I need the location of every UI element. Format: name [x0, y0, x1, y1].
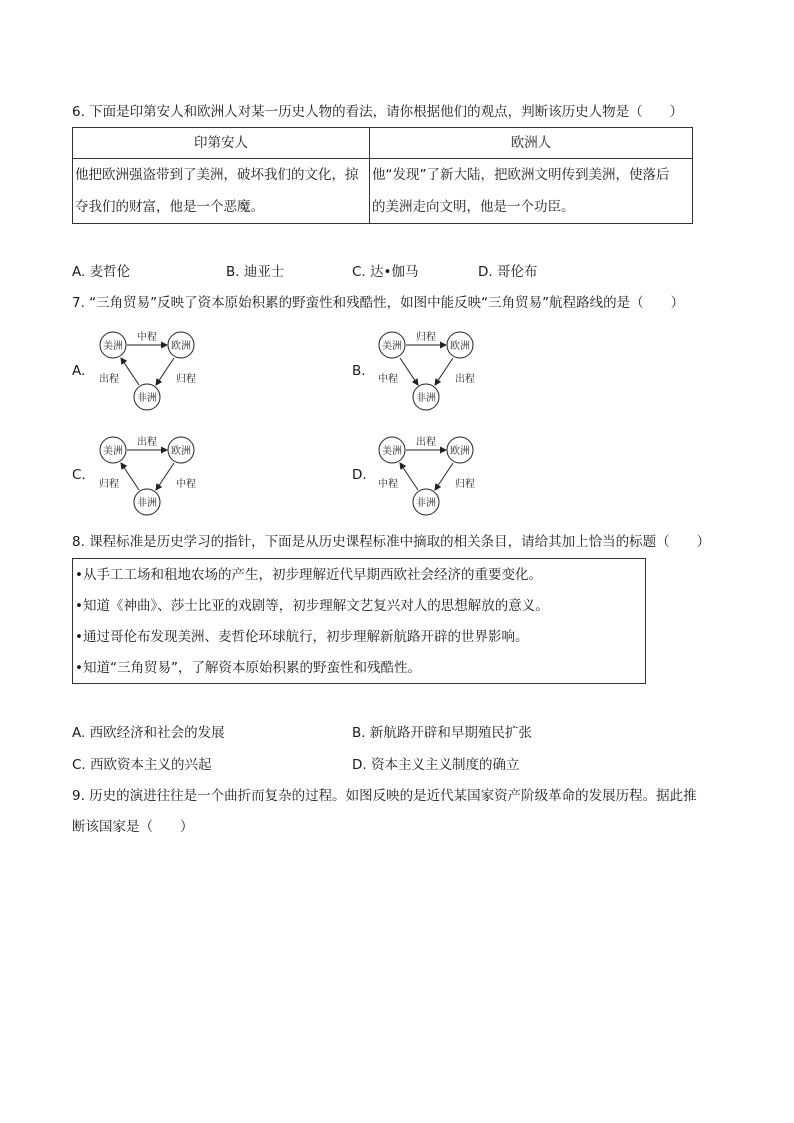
- label-right: 归程: [455, 479, 475, 490]
- q6-european-line-2: 的美洲走向文明，他是一个功臣。: [372, 199, 575, 215]
- node-america: [100, 332, 126, 358]
- q6-indian-line-2: 夺我们的财富，他是一个恶魔。: [75, 199, 264, 215]
- q6-table: [72, 127, 693, 224]
- q6-cell-indian: [73, 159, 370, 224]
- q6-option-c[interactable]: C. 达•伽马: [352, 264, 419, 280]
- arrow-america-to-africa: [400, 358, 418, 385]
- q8-standards-box: [72, 558, 646, 684]
- node-africa: [413, 384, 439, 410]
- arrow-africa-to-america: [400, 463, 418, 490]
- label-top: 出程: [137, 437, 157, 448]
- svg-text:欧洲: 欧洲: [450, 341, 470, 352]
- q6-cell-european: [370, 159, 693, 224]
- svg-text:美洲: 美洲: [103, 446, 123, 457]
- q8-item-3: •通过哥伦布发现美洲、麦哲伦环球航行，初步理解新航路开辟的世界影响。: [75, 629, 529, 645]
- q8-item-2: •知道《神曲》、莎士比亚的戏剧等，初步理解文艺复兴对人的思想解放的意义。: [75, 598, 549, 614]
- arrow-europe-to-africa: [435, 358, 453, 385]
- q6-european-line-1: 他“发现”了新大陆，把欧洲文明传到美洲，使落后: [372, 167, 670, 183]
- arrow-europe-to-africa: [156, 463, 174, 490]
- svg-text:非洲: 非洲: [137, 498, 157, 509]
- q8-item-1: •从手工工场和租地农场的产生，初步理解近代早期西欧社会经济的重要变化。: [75, 567, 542, 583]
- q7-option-a-letter[interactable]: A.: [72, 363, 86, 379]
- q8-option-d[interactable]: D. 资本主义主义制度的确立: [352, 757, 520, 773]
- node-africa: [134, 384, 160, 410]
- q6-header-european: 欧洲人: [370, 128, 693, 159]
- q9-stem-line-1: 9. 历史的演进往往是一个曲折而复杂的过程。如图反映的是近代某国家资产阶级革命的发展历程。据此推: [72, 788, 697, 804]
- svg-text:美洲: 美洲: [382, 446, 402, 457]
- svg-text:非洲: 非洲: [416, 393, 436, 404]
- node-europe: [447, 332, 473, 358]
- q7-diagram-b[interactable]: [369, 325, 499, 415]
- q6-header-indian: 印第安人: [73, 128, 370, 159]
- q7-diagram-a[interactable]: [90, 325, 220, 415]
- q9-stem-line-2: 断该国家是（ ）: [72, 819, 194, 835]
- q6-indian-line-1: 他把欧洲强盗带到了美洲，破坏我们的文化，掠: [75, 167, 359, 183]
- node-america: [379, 437, 405, 463]
- svg-text:美洲: 美洲: [103, 341, 123, 352]
- arrow-africa-to-america: [121, 463, 139, 490]
- q8-option-c[interactable]: C. 西欧资本主义的兴起: [72, 757, 212, 773]
- q6-option-b[interactable]: B. 迪亚士: [226, 264, 285, 280]
- label-top: 归程: [416, 332, 436, 343]
- svg-text:美洲: 美洲: [382, 341, 402, 352]
- q7-stem: 7. “三角贸易”反映了资本原始积累的野蛮性和残酷性，如图中能反映“三角贸易”航程路线的是（ ）: [72, 295, 685, 311]
- arrow-europe-to-africa: [435, 463, 453, 490]
- node-europe: [447, 437, 473, 463]
- q7-option-b-letter[interactable]: B.: [352, 363, 366, 379]
- svg-text:非洲: 非洲: [137, 393, 157, 404]
- svg-text:欧洲: 欧洲: [171, 446, 191, 457]
- node-america: [100, 437, 126, 463]
- label-top: 出程: [416, 437, 436, 448]
- label-right: 归程: [176, 374, 196, 385]
- q8-option-b[interactable]: B. 新航路开辟和早期殖民扩张: [352, 725, 532, 741]
- node-america: [379, 332, 405, 358]
- q6-stem: 6. 下面是印第安人和欧洲人对某一历史人物的看法，请你根据他们的观点，判断该历史人物是（ ）: [72, 104, 684, 120]
- q8-option-a[interactable]: A. 西欧经济和社会的发展: [72, 725, 225, 741]
- q8-item-4: •知道“三角贸易”，了解资本原始积累的野蛮性和残酷性。: [75, 660, 421, 676]
- q7-diagram-c[interactable]: [90, 430, 220, 520]
- q6-option-d[interactable]: D. 哥伦布: [478, 264, 538, 280]
- q6-option-a[interactable]: A. 麦哲伦: [72, 264, 131, 280]
- arrow-africa-to-america: [121, 358, 139, 385]
- svg-text:非洲: 非洲: [416, 498, 436, 509]
- node-europe: [168, 437, 194, 463]
- node-europe: [168, 332, 194, 358]
- q7-option-d-letter[interactable]: D.: [352, 467, 367, 483]
- q7-option-c-letter[interactable]: C.: [72, 467, 86, 483]
- q8-stem: 8. 课程标准是历史学习的指针，下面是从历史课程标准中摘取的相关条目，请给其加上恰当的标题（ ）: [72, 534, 711, 550]
- label-right: 出程: [455, 374, 475, 385]
- arrow-europe-to-africa: [156, 358, 174, 385]
- label-left: 中程: [378, 479, 398, 490]
- q7-diagram-d[interactable]: [369, 430, 499, 520]
- label-left: 出程: [99, 374, 119, 385]
- svg-text:欧洲: 欧洲: [171, 341, 191, 352]
- label-right: 中程: [176, 479, 196, 490]
- label-left: 中程: [378, 374, 398, 385]
- svg-text:欧洲: 欧洲: [450, 446, 470, 457]
- label-left: 归程: [99, 479, 119, 490]
- label-top: 中程: [137, 332, 157, 343]
- node-africa: [134, 489, 160, 515]
- node-africa: [413, 489, 439, 515]
